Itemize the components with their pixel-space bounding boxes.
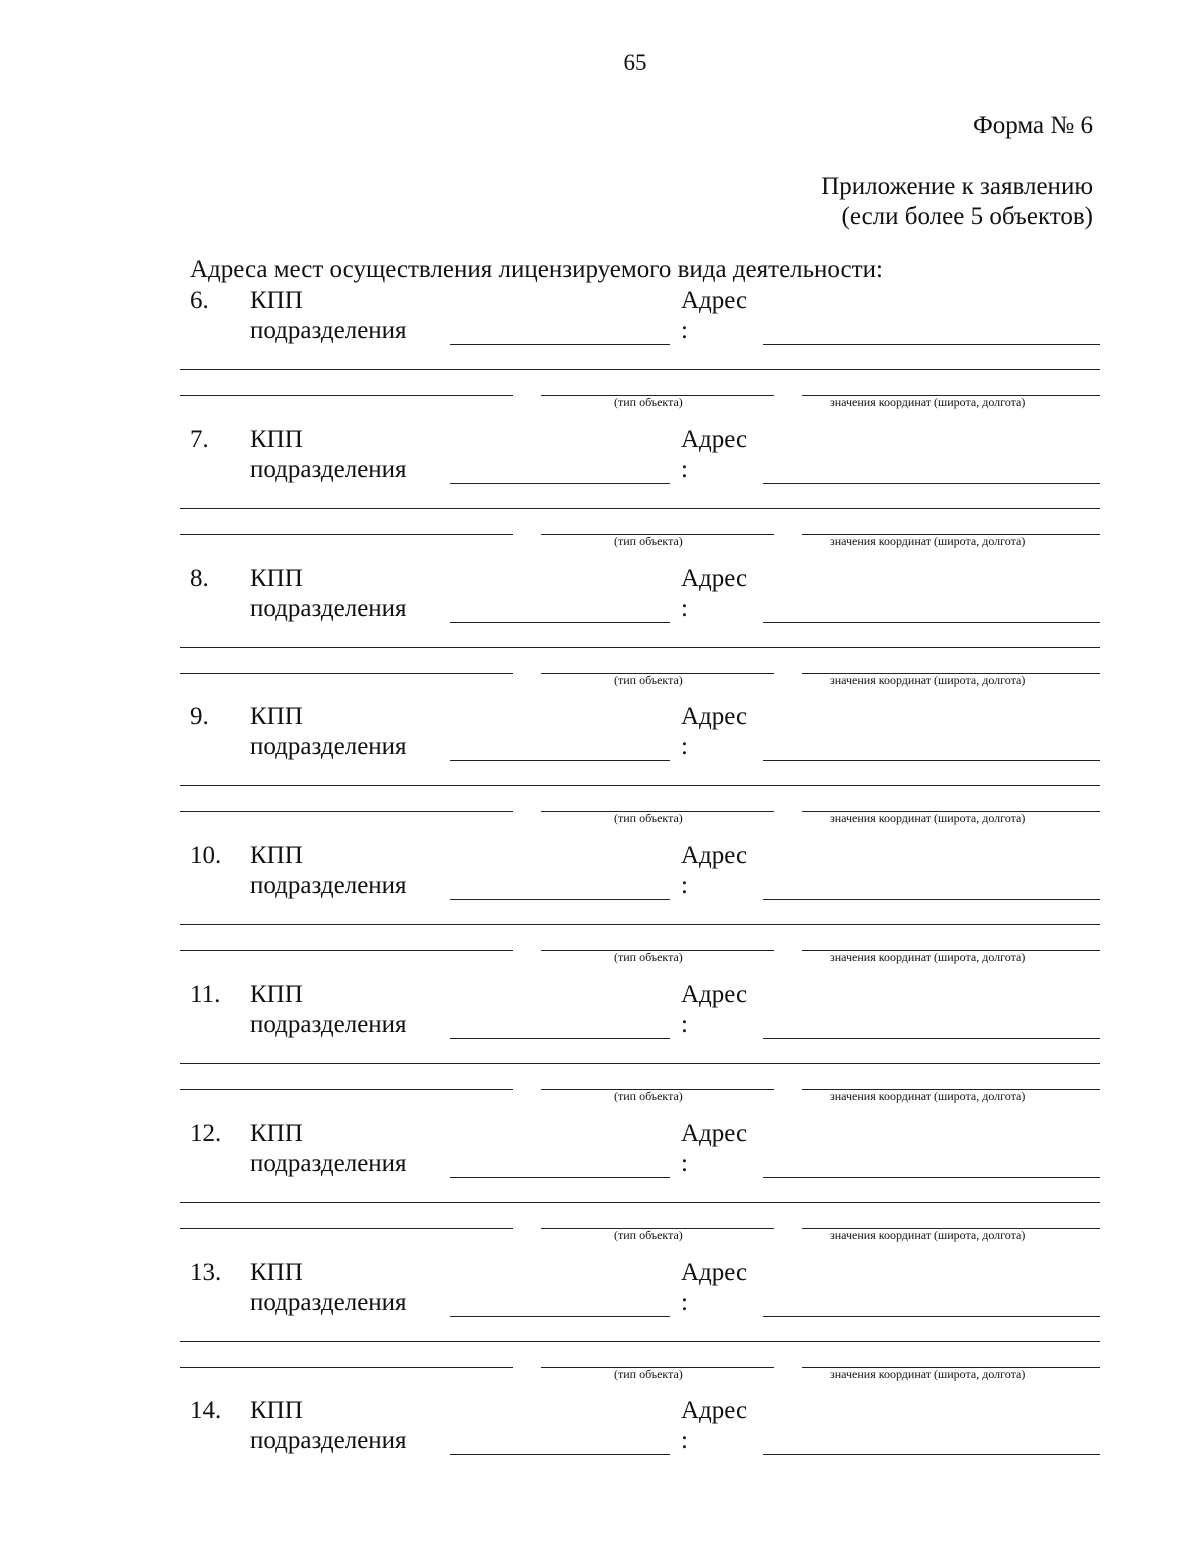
- address-colon: :: [681, 317, 688, 344]
- subdivision-label: подразделения: [250, 1011, 407, 1038]
- address-label: Адрес: [681, 287, 748, 314]
- address-entry: [0, 426, 1200, 566]
- subdivision-label: подразделения: [250, 1289, 407, 1316]
- entry-number: 11.: [190, 981, 221, 1008]
- kpp-field[interactable]: [450, 1316, 670, 1317]
- address-entry: [0, 1259, 1200, 1399]
- entry-number: 13.: [190, 1259, 222, 1286]
- address-entry: [0, 1120, 1200, 1260]
- address-entry: [0, 1397, 1200, 1537]
- form-number: Форма № 6: [973, 112, 1093, 139]
- kpp-label: КПП: [250, 287, 303, 314]
- coordinates-caption: значения координат (широта, долгота): [830, 1228, 1026, 1242]
- entry-number: 6.: [190, 287, 209, 314]
- kpp-field[interactable]: [450, 344, 670, 345]
- coordinates-caption: значения координат (широта, долгота): [830, 1367, 1026, 1381]
- address-continuation-line[interactable]: [180, 1202, 1100, 1203]
- subdivision-label: подразделения: [250, 1150, 407, 1177]
- subdivision-label: подразделения: [250, 317, 407, 344]
- kpp-label: КПП: [250, 842, 303, 869]
- kpp-field[interactable]: [450, 760, 670, 761]
- extra-field[interactable]: [180, 950, 513, 951]
- address-colon: :: [681, 1427, 688, 1454]
- kpp-label: КПП: [250, 1120, 303, 1147]
- extra-field[interactable]: [180, 395, 513, 396]
- kpp-field[interactable]: [450, 1177, 670, 1178]
- coordinates-caption: значения координат (широта, долгота): [830, 534, 1026, 548]
- entry-number: 12.: [190, 1120, 222, 1147]
- address-field[interactable]: [763, 1316, 1100, 1317]
- address-continuation-line[interactable]: [180, 1341, 1100, 1342]
- address-continuation-line[interactable]: [180, 647, 1100, 648]
- address-field[interactable]: [763, 899, 1100, 900]
- address-field[interactable]: [763, 1454, 1100, 1455]
- address-continuation-line[interactable]: [180, 924, 1100, 925]
- extra-field[interactable]: [180, 811, 513, 812]
- address-colon: :: [681, 1011, 688, 1038]
- address-field[interactable]: [763, 483, 1100, 484]
- subdivision-label: подразделения: [250, 733, 407, 760]
- address-field[interactable]: [763, 1038, 1100, 1039]
- address-label: Адрес: [681, 1259, 748, 1286]
- address-entry: [0, 842, 1200, 982]
- kpp-field[interactable]: [450, 622, 670, 623]
- kpp-label: КПП: [250, 703, 303, 730]
- entry-number: 14.: [190, 1397, 222, 1424]
- extra-field[interactable]: [180, 1228, 513, 1229]
- address-label: Адрес: [681, 981, 748, 1008]
- address-continuation-line[interactable]: [180, 785, 1100, 786]
- address-continuation-line[interactable]: [180, 369, 1100, 370]
- kpp-label: КПП: [250, 981, 303, 1008]
- object-type-caption: (тип объекта): [614, 950, 683, 964]
- kpp-label: КПП: [250, 565, 303, 592]
- address-colon: :: [681, 1150, 688, 1177]
- address-entry: [0, 703, 1200, 843]
- kpp-field[interactable]: [450, 1038, 670, 1039]
- address-entry: [0, 981, 1200, 1121]
- object-type-caption: (тип объекта): [614, 534, 683, 548]
- address-field[interactable]: [763, 1177, 1100, 1178]
- entry-number: 8.: [190, 565, 209, 592]
- address-entry: [0, 287, 1200, 427]
- kpp-field[interactable]: [450, 899, 670, 900]
- address-continuation-line[interactable]: [180, 508, 1100, 509]
- address-field[interactable]: [763, 760, 1100, 761]
- address-colon: :: [681, 872, 688, 899]
- address-label: Адрес: [681, 1120, 748, 1147]
- entry-number: 7.: [190, 426, 209, 453]
- address-entry: [0, 565, 1200, 705]
- coordinates-caption: значения координат (широта, долгота): [830, 811, 1026, 825]
- coordinates-caption: значения координат (широта, долгота): [830, 395, 1026, 409]
- subdivision-label: подразделения: [250, 595, 407, 622]
- coordinates-caption: значения координат (широта, долгота): [830, 1089, 1026, 1103]
- extra-field[interactable]: [180, 534, 513, 535]
- appendix-line-2: (если более 5 объектов): [841, 203, 1093, 230]
- subdivision-label: подразделения: [250, 1427, 407, 1454]
- address-field[interactable]: [763, 622, 1100, 623]
- object-type-caption: (тип объекта): [614, 395, 683, 409]
- object-type-caption: (тип объекта): [614, 811, 683, 825]
- kpp-label: КПП: [250, 1259, 303, 1286]
- extra-field[interactable]: [180, 1089, 513, 1090]
- entry-number: 9.: [190, 703, 209, 730]
- entry-number: 10.: [190, 842, 222, 869]
- kpp-field[interactable]: [450, 483, 670, 484]
- kpp-label: КПП: [250, 1397, 303, 1424]
- page-number: 65: [623, 50, 647, 75]
- address-label: Адрес: [681, 703, 748, 730]
- appendix-line-1: Приложение к заявлению: [821, 173, 1093, 200]
- object-type-caption: (тип объекта): [614, 1228, 683, 1242]
- address-colon: :: [681, 733, 688, 760]
- address-label: Адрес: [681, 565, 748, 592]
- address-continuation-line[interactable]: [180, 1063, 1100, 1064]
- object-type-caption: (тип объекта): [614, 673, 683, 687]
- address-colon: :: [681, 456, 688, 483]
- extra-field[interactable]: [180, 1367, 513, 1368]
- coordinates-caption: значения координат (широта, долгота): [830, 950, 1026, 964]
- subdivision-label: подразделения: [250, 456, 407, 483]
- address-label: Адрес: [681, 1397, 748, 1424]
- address-field[interactable]: [763, 344, 1100, 345]
- appendix-note: [821, 172, 1093, 232]
- extra-field[interactable]: [180, 673, 513, 674]
- address-colon: :: [681, 1289, 688, 1316]
- coordinates-caption: значения координат (широта, долгота): [830, 673, 1026, 687]
- subdivision-label: подразделения: [250, 872, 407, 899]
- address-label: Адрес: [681, 842, 748, 869]
- intro-heading: Адреса мест осуществления лицензируемого вида деятельности:: [190, 256, 883, 283]
- object-type-caption: (тип объекта): [614, 1089, 683, 1103]
- address-label: Адрес: [681, 426, 748, 453]
- kpp-field[interactable]: [450, 1454, 670, 1455]
- object-type-caption: (тип объекта): [614, 1367, 683, 1381]
- address-colon: :: [681, 595, 688, 622]
- kpp-label: КПП: [250, 426, 303, 453]
